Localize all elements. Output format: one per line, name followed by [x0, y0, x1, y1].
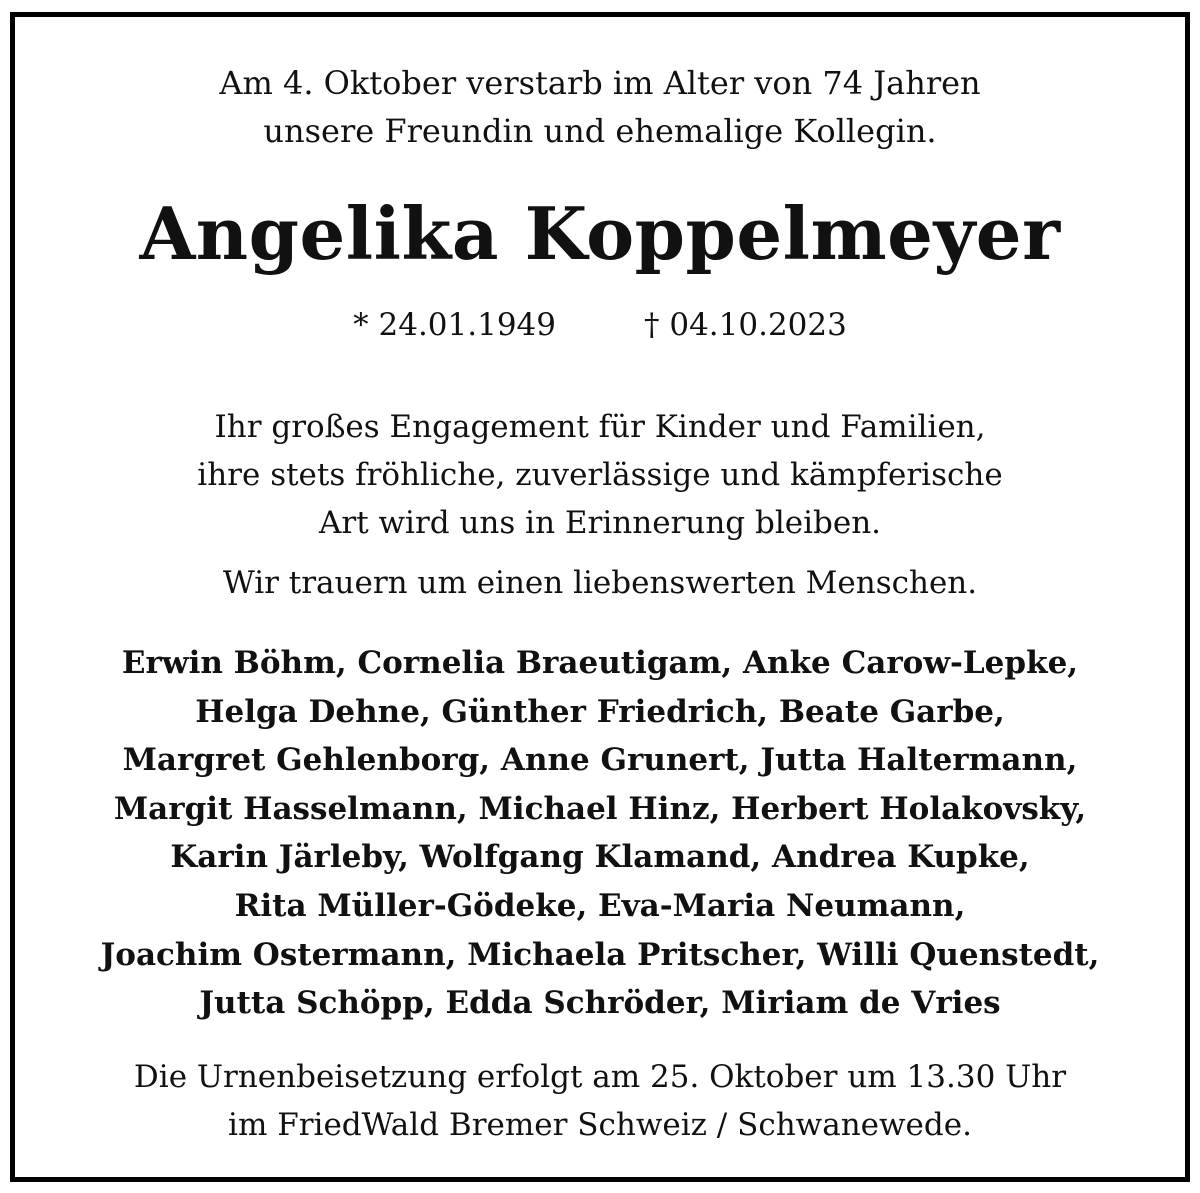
- deceased-name: Angelika Koppelmeyer: [139, 191, 1061, 276]
- intro-line: Am 4. Oktober verstarb im Alter von 74 Jahren: [219, 64, 981, 102]
- life-dates: [15, 303, 1185, 347]
- funeral-info: [15, 1053, 1185, 1149]
- tribute-line: ihre stets fröhliche, zuverlässige und kämpferische: [197, 457, 1003, 493]
- obituary-frame: [10, 12, 1190, 1182]
- funeral-line: Die Urnenbeisetzung erfolgt am 25. Oktober um 13.30 Uhr: [133, 1059, 1067, 1095]
- intro-line: unsere Freundin und ehemalige Kollegin.: [263, 112, 937, 150]
- signers-line: Helga Dehne, Günther Friedrich, Beate Garbe,: [195, 693, 1005, 730]
- tribute-line: Ihr großes Engagement für Kinder und Familien,: [214, 409, 986, 445]
- birth-date: * 24.01.1949: [353, 307, 556, 343]
- intro-text: [15, 59, 1185, 155]
- signers-line: Margret Gehlenborg, Anne Grunert, Jutta Haltermann,: [122, 742, 1078, 779]
- funeral-line: im FriedWald Bremer Schweiz / Schwanewede.: [228, 1107, 972, 1143]
- obituary-notice: [15, 17, 1185, 1177]
- signers-list: [15, 639, 1185, 1028]
- signers-line: Rita Müller-Gödeke, Eva-Maria Neumann,: [234, 887, 966, 924]
- tribute-line: Art wird uns in Erinnerung bleiben.: [318, 505, 882, 541]
- death-date: † 04.10.2023: [644, 307, 847, 343]
- mourning-statement: Wir trauern um einen liebenswerten Menschen.: [222, 565, 978, 601]
- tribute-text: [15, 403, 1185, 547]
- signers-line: Margit Hasselmann, Michael Hinz, Herbert Holakovsky,: [113, 790, 1087, 827]
- signers-line: Joachim Ostermann, Michaela Pritscher, Willi Quenstedt,: [100, 936, 1100, 973]
- signers-line: Erwin Böhm, Cornelia Braeutigam, Anke Carow-Lepke,: [121, 645, 1079, 681]
- signers-line: Jutta Schöpp, Edda Schröder, Miriam de Vries: [199, 985, 1001, 1022]
- signers-line: Karin Järleby, Wolfgang Klamand, Andrea Kupke,: [170, 839, 1030, 876]
